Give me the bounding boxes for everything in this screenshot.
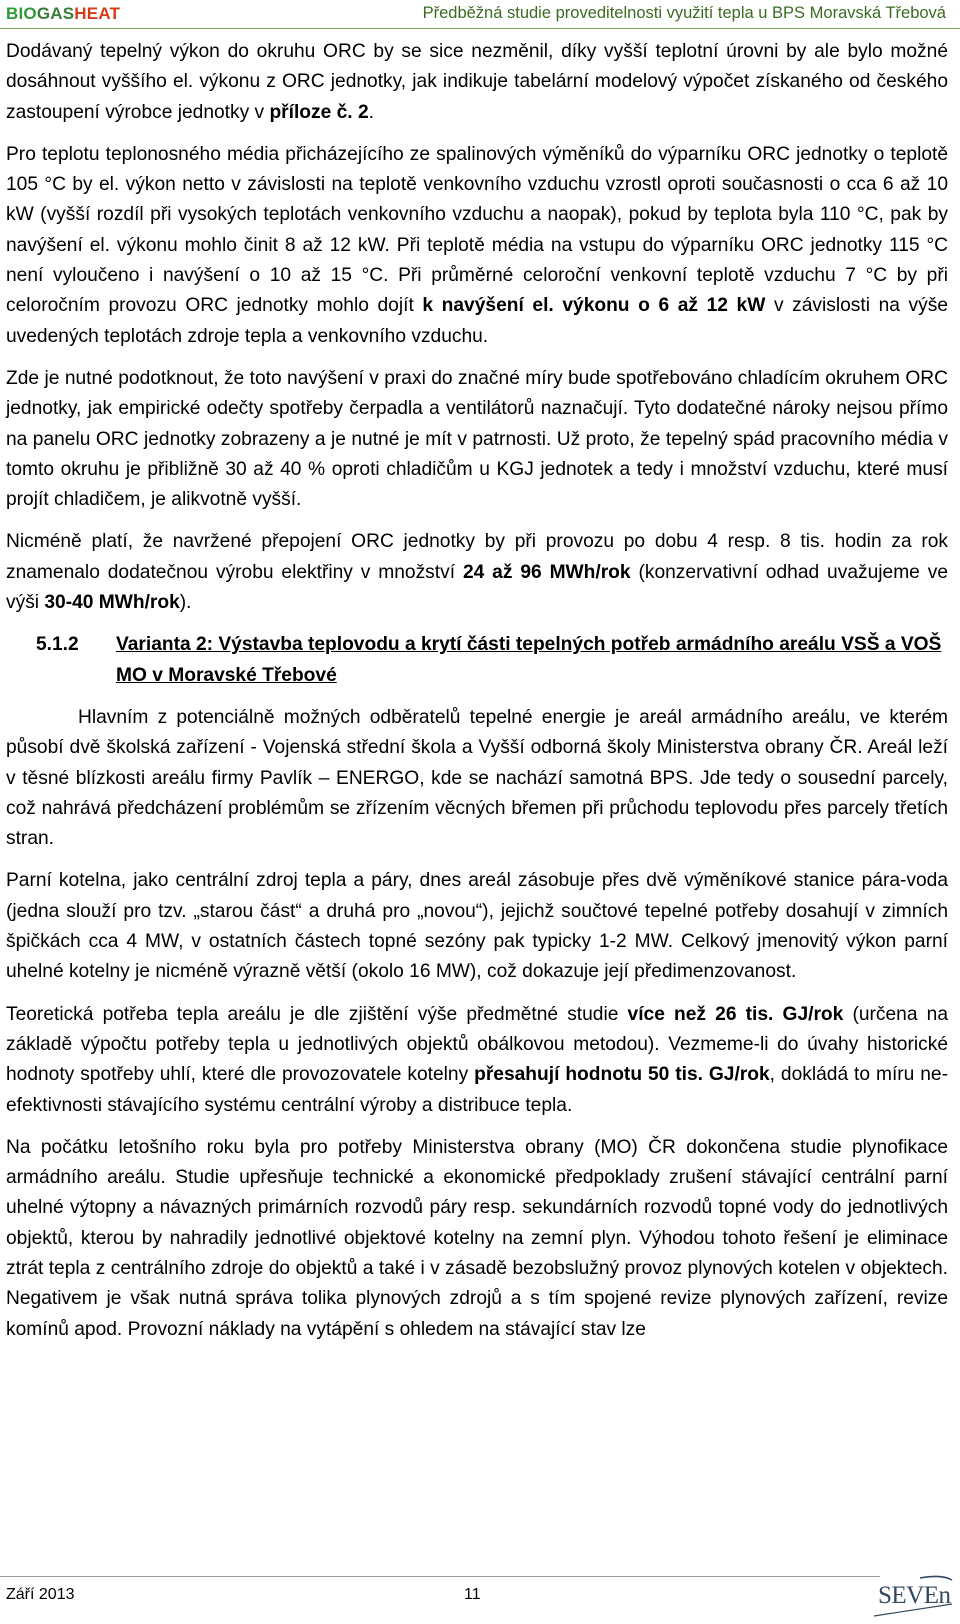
section-heading	[6, 630, 948, 691]
text-run: v závislosti na výše uvedených teplotách zdroje tepla a venkovního vzduchu.	[6, 295, 949, 347]
document-body	[6, 37, 948, 1357]
text-run: Hlavním z potenciálně možných odběratelů tepelné energie je areál armádního areálu, ve kterém působí dvě školská zařízení - Vojenská střední škola a Vyšší odborná školy Ministerstva obrany ČR. Areál leží v těsné blízkosti areálu firmy Pavlík – ENERGO, kde se nachází samotná BPS. Jde tedy o sousední parcely, což nahrává předcházení problémům se zřízením věcných břemen při průchodu teplovodu přes parcely třetích stran.	[6, 706, 948, 850]
footer-date: Září 2013	[6, 1586, 75, 1603]
header-divider	[0, 28, 960, 29]
paragraph	[6, 140, 948, 352]
bold-text: příloze č. 2	[269, 101, 369, 123]
bold-text: více než 26 tis. GJ/rok	[627, 1003, 844, 1025]
text-run: Zde je nutné podotknout, že toto navýšení v praxi do značné míry bude spotřebováno chladícím okruhem ORC jednotky, jak empirické odečty spotřeby čerpadla a ventilátorů naznačují. Tyto dodatečné nároky nejsou přímo na panelu ORC jednotky zobrazeny a je nutné je mít v patrnosti. Už proto, že tepelný spád pracovního média v tomto okruhu je přibližně 30 až 40 % oproti chladičům u KGJ jednotek a tedy i množství vzduchu, které musí projít chladičem, je alikvotně vyšší.	[6, 367, 948, 511]
bold-text: přesahují hodnotu 50 tis. GJ/rok	[474, 1064, 770, 1086]
bold-text: 24 až 96 MWh/rok	[462, 561, 631, 583]
bold-text: 30-40 MWh/rok	[44, 592, 180, 614]
text-run: .	[368, 101, 374, 123]
text-run: Pro teplotu teplonosného média přicházejícího ze spalinových výměníků do výparníku ORC jednotky o teplotě 105 °C by el. výkon netto v závislosti na teplotě venkovního vzduchu vzrostl oproti současnosti o cca 6 až 10 kW (vyšší rozdíl při vysokých teplotách venkovního vzduchu a naopak), pokud by teplota byla 110 °C, pak by navýšení el. výkonu mohlo činit 8 až 12 kW. Při teplotě média na vstupu do výparníku ORC jednotky 115 °C není vyloučeno i navýšení o 10 až 15 °C. Při průměrné celoroční venkovní teplotě vzduchu 7 °C by při celoročním provozu ORC jednotky mohlo dojít	[6, 143, 948, 317]
paragraph	[6, 37, 948, 128]
paragraph-group-2	[6, 703, 948, 1345]
text-run: Dodávaný tepelný výkon do okruhu ORC by se sice nezměnil, díky vyšší teplotní úrovni by ale bylo možné dosáhnout vyššího el. výkonu z ORC jednotky, jak indikuje tabelární modelový výpočet získaného od českého zastoupení výrobce jednotky v	[6, 41, 948, 123]
header-title: Předběžná studie proveditelnosti využití tepla u BPS Moravská Třebová	[422, 4, 946, 22]
paragraph	[6, 866, 948, 987]
biogasheat-logo: BIOGASHEAT	[6, 4, 121, 23]
paragraph	[6, 527, 948, 618]
paragraph	[6, 1000, 948, 1121]
text-run: Nicméně platí, že navržené přepojení ORC jednotky by při provozu po dobu 4 resp. 8 tis. hodin za rok znamenalo dodatečnou výrobu elektřiny v množství	[6, 531, 948, 583]
text-run: ).	[179, 592, 192, 614]
seven-logo	[872, 1574, 954, 1620]
text-run: , dokládá to míru ne-efektivnosti stávajícího systému centrální výroby a distribuce tepla.	[6, 1064, 948, 1116]
page-number: 11	[464, 1586, 481, 1603]
seven-logo-text: SEVEn	[878, 1582, 951, 1609]
text-run: Teoretická potřeba tepla areálu je dle zjištění výše předmětné studie	[6, 1003, 628, 1025]
bold-text: k navýšení el. výkonu o 6 až 12 kW	[422, 295, 766, 317]
text-run: Parní kotelna, jako centrální zdroj tepla a páry, dnes areál zásobuje přes dvě výměníkové stanice pára-voda (jedna slouží pro tzv. „starou část“ a druhá pro „novou“), jejichž součtové tepelné potřeby dosahují v zimních špičkách cca 4 MW, v ostatních částech topné sezóny pak typicky 1-2 MW. Celkový jmenovitý výkon parní uhelné kotelny je nicméně výrazně větší (okolo 16 MW), což dokazuje její předimenzovanost.	[6, 870, 948, 983]
text-run: Na počátku letošního roku byla pro potřeby Ministerstva obrany (MO) ČR dokončena studie plynofikace armádního areálu. Studie upřesňuje technické a ekonomické předpoklady zrušení stávající centrální parní uhelné výtopny a návazných primárních rozvodů páry resp. sekundárních rozvodů topné vody do jednotlivých objektů, kterou by nahradily jednotlivé objektové kotelny na zemní plyn. Výhodou tohoto řešení je eliminace ztrát tepla z centrálního zdroje do objektů a také i v zásadě bezobslužný provoz plynových kotelen v objektech. Negativem je však nutná správa tolika plynových zdrojů a s tím spojené revize plynových zařízení, revize komínů apod. Provozní náklady na vytápění s ohledem na stávající stav lze	[6, 1136, 948, 1340]
paragraph-group-1	[6, 37, 948, 618]
paragraph	[6, 364, 948, 515]
section-number: 5.1.2	[36, 634, 79, 656]
section-title: Varianta 2: Výstavba teplovodu a krytí části tepelných potřeb armádního areálu VSŠ a VOŠ MO v Moravské Třebové	[116, 634, 942, 686]
text-run: (konzervativní odhad uvažujeme ve výši	[6, 561, 949, 614]
footer-divider	[0, 1576, 880, 1577]
text-run: (určena na základě výpočtu potřeby tepla u jednotlivých objektů obálkovou metodou). Vezmeme-li do úvahy historické hodnoty spotřeby uhlí, které dle provozovatele kotelny	[6, 1003, 948, 1086]
paragraph	[6, 1133, 948, 1345]
paragraph	[6, 703, 948, 854]
page-header	[0, 0, 960, 28]
